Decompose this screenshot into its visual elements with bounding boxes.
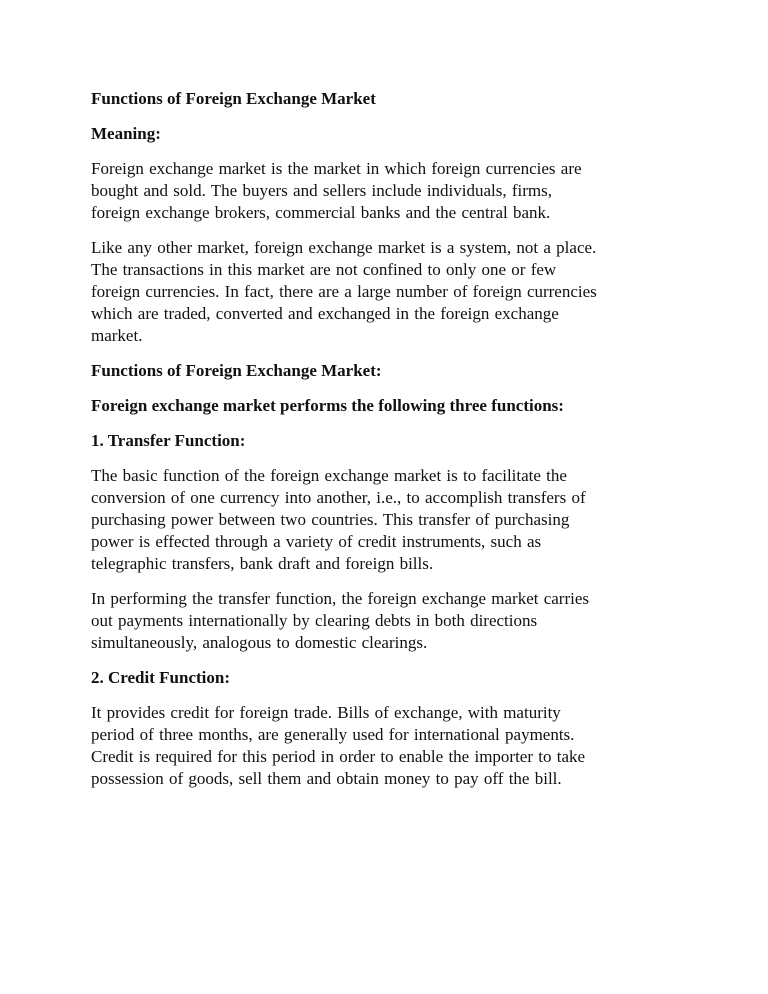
document-title: Functions of Foreign Exchange Market	[91, 89, 376, 108]
document-content	[91, 88, 691, 803]
paragraph-line: It provides credit for foreign trade. Bills of exchange, with maturity	[91, 703, 561, 722]
paragraph-line: power is effected through a variety of credit instruments, such as	[91, 532, 542, 551]
transfer-function-heading: 1. Transfer Function:	[91, 431, 246, 450]
paragraph-line: bought and sold. The buyers and sellers include individuals, firms,	[91, 181, 553, 200]
transfer-payments-paragraph	[91, 588, 691, 654]
transfer-function-paragraph	[91, 465, 691, 575]
meaning-paragraph	[91, 158, 691, 224]
functions-intro: Foreign exchange market performs the following three functions:	[91, 396, 564, 415]
meaning-heading: Meaning:	[91, 124, 161, 143]
paragraph-line: foreign exchange brokers, commercial banks and the central bank.	[91, 203, 551, 222]
paragraph-line: purchasing power between two countries. This transfer of purchasing	[91, 510, 570, 529]
paragraph-line: The basic function of the foreign exchange market is to facilitate the	[91, 466, 567, 485]
paragraph-line: out payments internationally by clearing debts in both directions	[91, 611, 538, 630]
paragraph-line: Foreign exchange market is the market in which foreign currencies are	[91, 159, 582, 178]
market-system-paragraph	[91, 237, 691, 347]
credit-function-heading: 2. Credit Function:	[91, 668, 230, 687]
paragraph-line: which are traded, converted and exchanged in the foreign exchange	[91, 304, 559, 323]
paragraph-line: market.	[91, 326, 143, 345]
paragraph-line: Credit is required for this period in order to enable the importer to take	[91, 747, 586, 766]
paragraph-line: telegraphic transfers, bank draft and foreign bills.	[91, 554, 434, 573]
paragraph-line: Like any other market, foreign exchange market is a system, not a place.	[91, 238, 597, 257]
paragraph-line: simultaneously, analogous to domestic clearings.	[91, 633, 428, 652]
paragraph-line: conversion of one currency into another, i.e., to accomplish transfers of	[91, 488, 586, 507]
paragraph-line: foreign currencies. In fact, there are a large number of foreign currencies	[91, 282, 597, 301]
paragraph-line: period of three months, are generally used for international payments.	[91, 725, 575, 744]
functions-heading: Functions of Foreign Exchange Market:	[91, 361, 382, 380]
paragraph-line: possession of goods, sell them and obtain money to pay off the bill.	[91, 769, 562, 788]
paragraph-line: In performing the transfer function, the foreign exchange market carries	[91, 589, 590, 608]
credit-function-paragraph	[91, 702, 691, 790]
paragraph-line: The transactions in this market are not confined to only one or few	[91, 260, 557, 279]
